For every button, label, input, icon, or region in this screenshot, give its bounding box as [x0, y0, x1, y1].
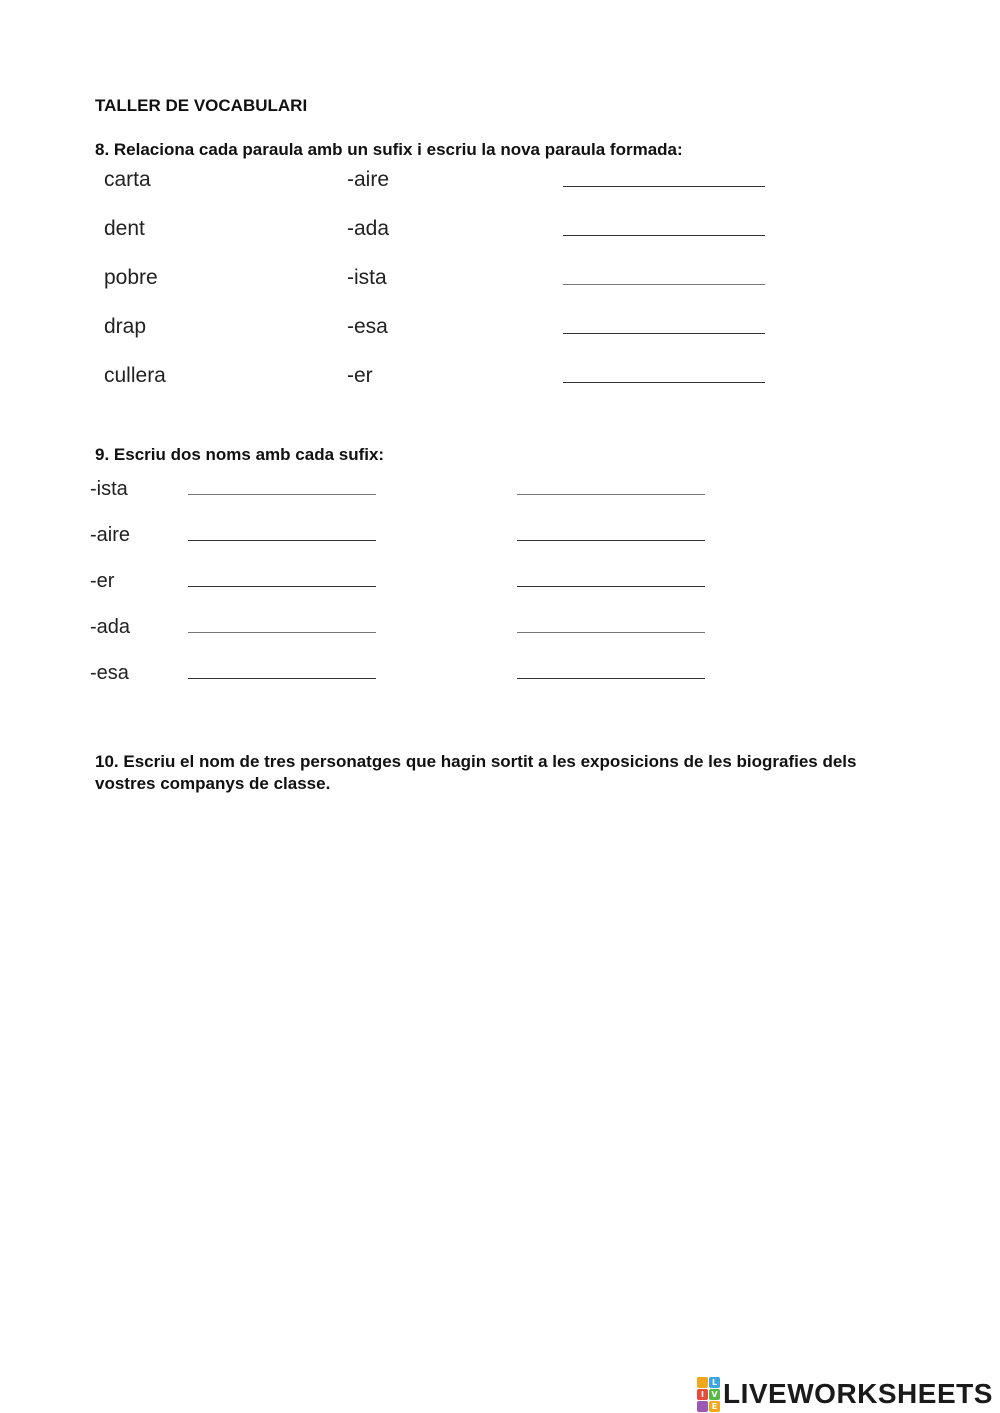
q8-answer-line[interactable]	[563, 284, 765, 285]
q9-suffix: -aire	[90, 524, 131, 546]
q8-word: drap	[104, 315, 147, 338]
q8-answer-line[interactable]	[563, 382, 765, 383]
logo-tile	[697, 1377, 708, 1388]
q9-answer-line-1[interactable]	[188, 494, 376, 495]
q8-word: cullera	[104, 364, 166, 387]
logo-tile: I	[697, 1389, 708, 1400]
logo-mark-icon	[697, 1377, 720, 1412]
q8-word: dent	[104, 217, 145, 240]
q10-prompt: 10. Escriu el nom de tres personatges que hagin sortit a les exposicions de les biografies dels vostres companys de classe.	[95, 752, 857, 793]
q9-answer-line-2[interactable]	[517, 678, 705, 679]
q9-answer-line-2[interactable]	[517, 632, 705, 633]
q9-suffix: -esa	[90, 662, 129, 684]
q9-answer-line-2[interactable]	[517, 586, 705, 587]
q9-suffix: -ista	[90, 478, 128, 500]
q8-suffix: -er	[347, 364, 373, 387]
q8-suffix: -ista	[347, 266, 387, 289]
liveworksheets-logo[interactable]	[697, 1378, 993, 1410]
q8-word: pobre	[104, 266, 158, 289]
q9-suffix: -er	[90, 570, 115, 592]
q8-suffix: -ada	[347, 217, 390, 240]
logo-tile: E	[709, 1401, 720, 1412]
q9-answer-line-1[interactable]	[188, 586, 376, 587]
q9-answer-line-1[interactable]	[188, 678, 376, 679]
q8-prompt: 8. Relaciona cada paraula amb un sufix i escriu la nova paraula formada:	[95, 140, 683, 159]
q9-answer-line-1[interactable]	[188, 632, 376, 633]
logo-tile: L	[709, 1377, 720, 1388]
logo-tile: V	[709, 1389, 720, 1400]
q8-suffix: -esa	[347, 315, 388, 338]
logo-tile	[697, 1401, 708, 1412]
q8-answer-line[interactable]	[563, 333, 765, 334]
q9-suffix: -ada	[90, 616, 131, 638]
worksheet-title: TALLER DE VOCABULARI	[95, 96, 308, 115]
q8-answer-line[interactable]	[563, 186, 765, 187]
logo-text: LIVEWORKSHEETS	[723, 1378, 993, 1409]
q9-answer-line-2[interactable]	[517, 494, 705, 495]
q8-suffix: -aire	[347, 168, 390, 191]
q8-answer-line[interactable]	[563, 235, 765, 236]
q9-answer-line-2[interactable]	[517, 540, 705, 541]
q8-word: carta	[104, 168, 151, 191]
q9-answer-line-1[interactable]	[188, 540, 376, 541]
q9-prompt: 9. Escriu dos noms amb cada sufix:	[95, 445, 385, 464]
